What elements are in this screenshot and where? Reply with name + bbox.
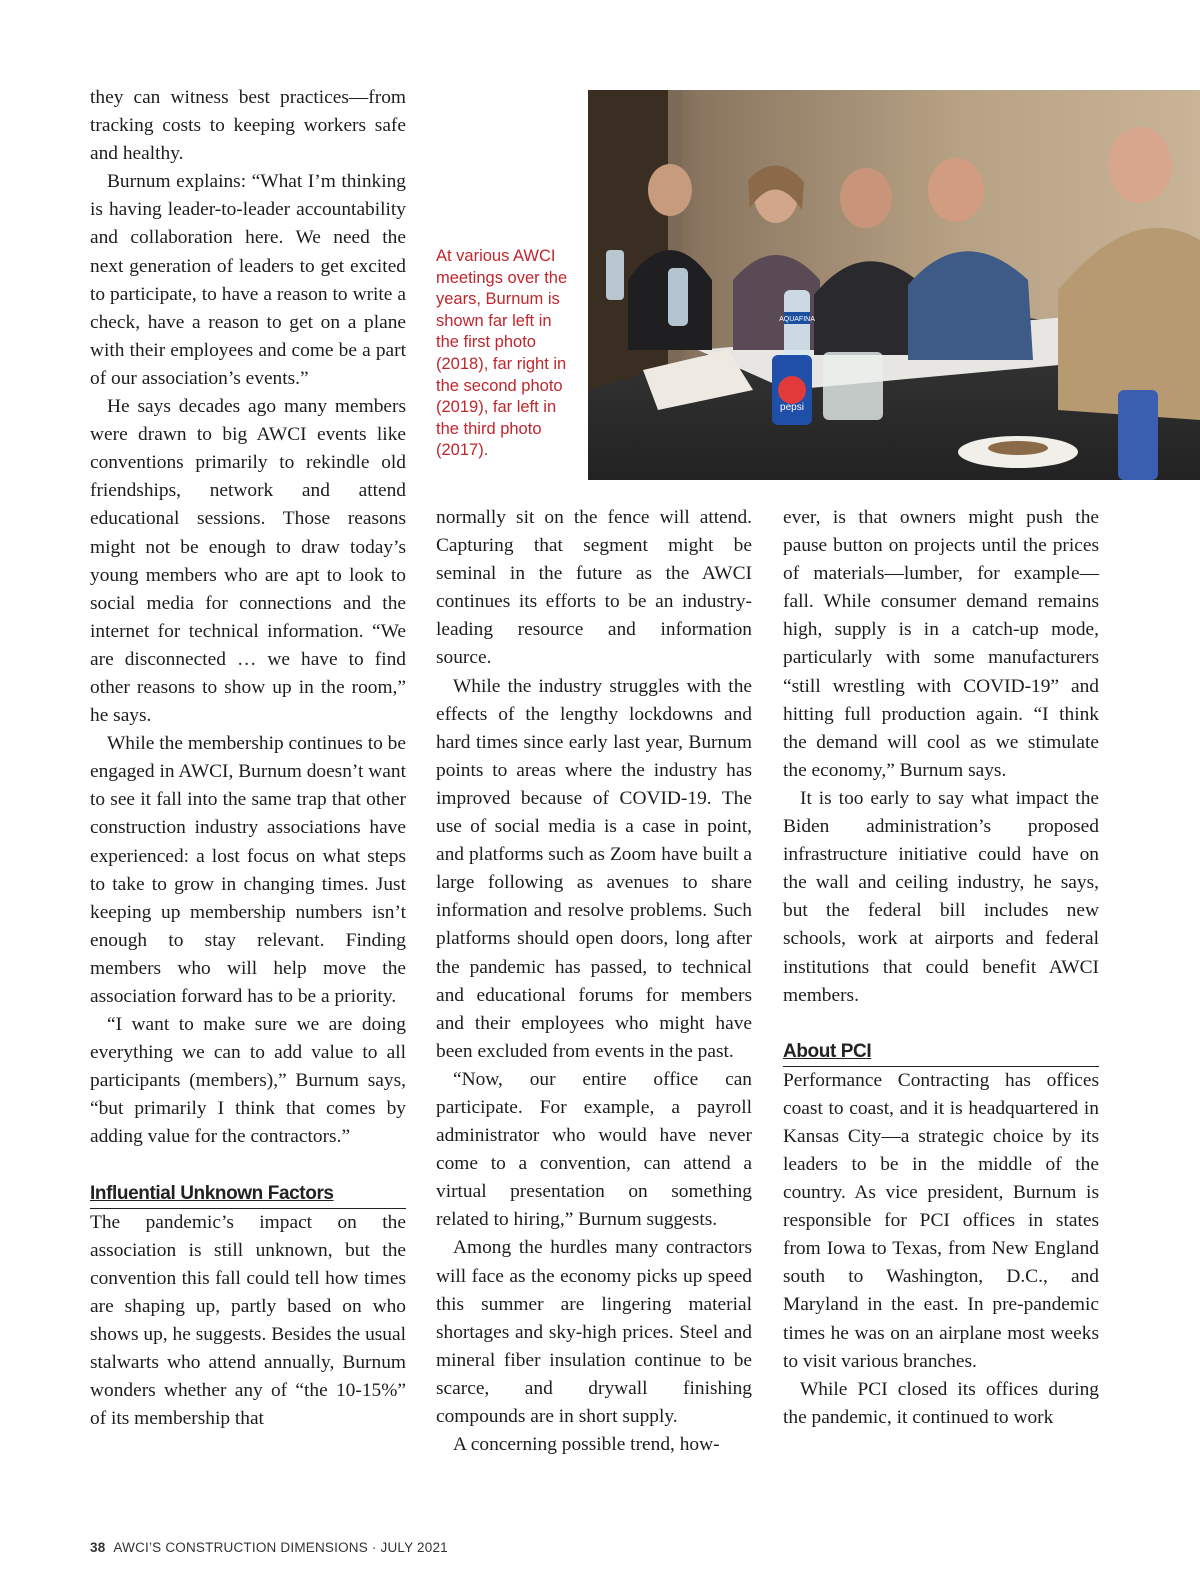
bottle-label: AQUAFINA — [779, 316, 815, 323]
publication-title: AWCI’S CONSTRUCTION DIMENSIONS · JULY 2021 — [113, 1540, 448, 1555]
paragraph: Among the hurdles many contractors will face as the economy picks up speed this summer are lingering material shortages and sky-high prices. Steel and mineral fiber insulation continue to be scarce, and drywall finishing compounds are in short supply. — [436, 1237, 752, 1427]
paragraph: While the membership continues to be engaged in AWCI, Burnum doesn’t want to see it fall into the same trap that other construction industry associations have experienced: a lost focus on what steps to take to grow in changing times. Just keeping up membership numbers isn’t enough to stay relevant. Finding members who will help move the association forward has to be a priority. — [90, 733, 406, 1007]
article-column-2 — [436, 504, 752, 1459]
paragraph: “I want to make sure we are doing everything we can to add value to all participants (members),” Burnum says, “but primarily I think that comes by adding value for the contractors.” — [90, 1014, 406, 1148]
page-number: 38 — [90, 1540, 106, 1555]
article-column-3 — [783, 504, 1099, 1432]
section-heading-influential-factors: Influential Unknown Factors — [90, 1180, 406, 1209]
soda-can — [772, 355, 812, 425]
paragraph: The pandemic’s impact on the association is still unknown, but the convention this fall could tell how times are shaping up, partly based on who shows up, he suggests. Besides the usual stalwarts who attend annually, Burnum wonders whether any of “the 10-15%” of its membership that — [90, 1211, 406, 1430]
paragraph: Performance Contracting has offices coast to coast, and it is headquartered in Kansas City—a strategic choice by its leaders to be in the middle of the country. As vice president, Burnum is responsible for PCI offices in states from Iowa to Texas, from New England south to Washington, D.C., and Maryland in the east. In pre-pandemic times he was on an airplane most weeks to visit various branches. — [783, 1069, 1099, 1372]
meeting-photo — [588, 90, 1200, 480]
paragraph: A concerning possible trend, how- — [453, 1434, 720, 1456]
can-label: pepsi — [780, 402, 804, 413]
paragraph: It is too early to say what impact the Biden administration’s proposed infrastructure initiative could have on the wall and ceiling industry, he says, but the federal bill includes new schools, work at airports and federal institutions that could benefit AWCI members. — [783, 787, 1099, 1006]
paragraph: “Now, our entire office can participate. For example, a payroll administrator who would have never come to a convention, can attend a virtual presentation on something related to hiring,” Burnum suggests. — [436, 1068, 752, 1231]
paragraph: He says decades ago many members were drawn to big AWCI events like conventions primarily to rekindle old friendships, network and attend educational sessions. Those reasons might not be enough to draw today’s young members who are apt to look to social media for connections and the internet for technical information. “We are disconnected … we have to find other reasons to show up in the room,” he says. — [90, 396, 406, 727]
section-heading-about-pci: About PCI — [783, 1038, 1099, 1067]
paragraph: normally sit on the fence will attend. Capturing that segment might be seminal in the future as the AWCI continues its efforts to be an industry-leading resource and information source. — [436, 507, 752, 669]
paragraph: While the industry struggles with the effects of the lengthy lockdowns and hard times since early last year, Burnum points to areas where the industry has improved because of COVID-19. The use of social media is a case in point, and platforms such as Zoom have built a large following as avenues to share information and resolve problems. Such platforms should open doors, long after the pandemic has passed, to technical and educational forums for members and their employees who might have been excluded from events in the past. — [436, 675, 752, 1062]
photo-caption: At various AWCI meetings over the years, Burnum is shown far left in the first photo (2018), far right in the second photo (2019), far left in the third photo (2017). — [436, 247, 568, 460]
paragraph: ever, is that owners might push the pause button on projects until the prices of materials—lumber, for example—fall. While consumer demand remains high, supply is in a catch-up mode, particularly with some manufacturers “still wrestling with COVID-19” and hitting full production again. “I think the demand will cool as we stimulate the economy,” Burnum says. — [783, 507, 1099, 781]
page-footer — [90, 1540, 448, 1555]
paragraph: Burnum explains: “What I’m thinking is having leader-to-leader accountability and collaboration here. We need the next generation of leaders to get excited to participate, to have a reason to write a check, have a reason to get on a plane with their employees and come be a part of our association’s events.” — [90, 171, 406, 389]
paragraph: they can witness best practices—from tracking costs to keeping workers safe and healthy. — [90, 87, 406, 165]
paragraph: While PCI closed its offices during the pandemic, it continued to work — [783, 1378, 1099, 1428]
article-column-1 — [90, 84, 406, 1433]
